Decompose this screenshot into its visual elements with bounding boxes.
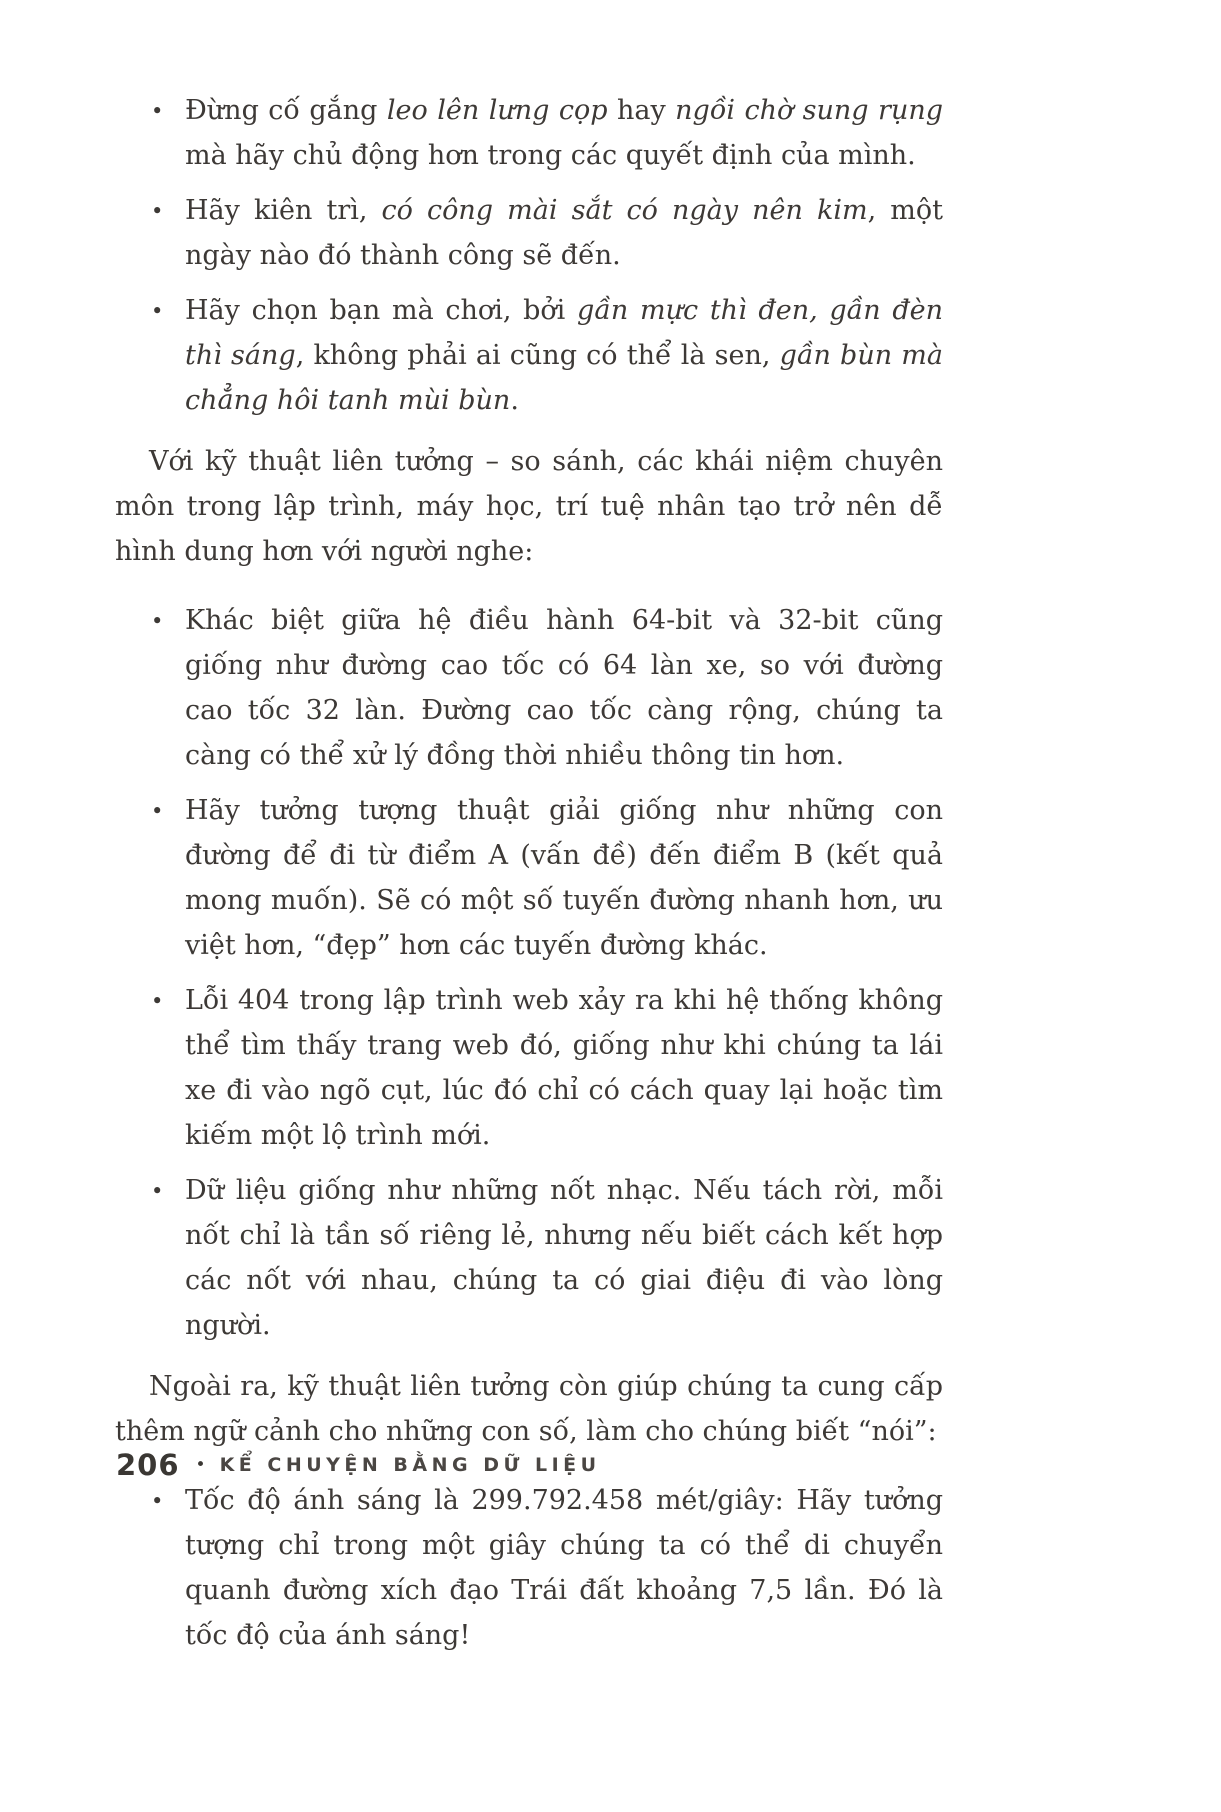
bullet-marker-icon: •: [151, 1489, 164, 1513]
text-segment: Hãy chọn bạn mà chơi, bởi: [185, 295, 578, 326]
italic-phrase: ngồi chờ sung rụng: [675, 95, 944, 126]
footer-separator-dot-icon: •: [195, 1455, 206, 1475]
text-segment: .: [510, 385, 519, 416]
bullet-item: [115, 1168, 943, 1348]
bullet-item: [115, 598, 943, 778]
text-segment: , một ngày nào đó thành công sẽ đến.: [185, 195, 944, 271]
bullet-marker-icon: •: [151, 799, 164, 823]
text-segment: mà hãy chủ động hơn trong các quyết định của mình.: [185, 140, 916, 171]
paragraph: [115, 439, 943, 574]
bullet-item: [115, 1478, 943, 1658]
bullet-item: [115, 978, 943, 1158]
text-segment: Khác biệt giữa hệ điều hành 64-bit và 32-bit cũng giống như đường cao tốc có 64 làn xe, so với đường cao tốc 32 làn. Đường cao tốc càng rộng, chúng ta càng có thể xử lý đồng thời nhiều thông tin hơn.: [185, 605, 943, 771]
bullet-marker-icon: •: [151, 99, 164, 123]
text-segment: Với kỹ thuật liên tưởng – so sánh, các khái niệm chuyên môn trong lập trình, máy học, trí tuệ nhân tạo trở nên dễ hình dung hơn với người nghe:: [115, 446, 943, 567]
bullet-item: [115, 88, 943, 178]
page-footer: [116, 1448, 601, 1482]
bullet-marker-icon: •: [151, 1179, 164, 1203]
page-number: 206: [116, 1448, 180, 1482]
text-segment: Hãy tưởng tượng thuật giải giống như những con đường để đi từ điểm A (vấn đề) đến điểm B (kết quả mong muốn). Sẽ có một số tuyến đường nhanh hơn, ưu việt hơn, “đẹp” hơn các tuyến đường khác.: [185, 795, 943, 961]
bullet-item: [115, 188, 943, 278]
bullet-marker-icon: •: [151, 989, 164, 1013]
italic-phrase: gần bùn mà chẳng hôi tanh mùi bùn: [185, 340, 943, 416]
italic-phrase: gần mực thì đen, gần đèn thì sáng: [185, 295, 943, 371]
bullet-marker-icon: •: [151, 609, 164, 633]
text-segment: Lỗi 404 trong lập trình web xảy ra khi hệ thống không thể tìm thấy trang web đó, giống như khi chúng ta lái xe đi vào ngõ cụt, lúc đó chỉ có cách quay lại hoặc tìm kiếm một lộ trình mới.: [185, 985, 943, 1151]
italic-phrase: leo lên lưng cọp: [386, 95, 608, 126]
text-segment: Đừng cố gắng: [185, 95, 387, 126]
italic-phrase: có công mài sắt có ngày nên kim: [381, 195, 868, 226]
bullet-item: [115, 288, 943, 423]
text-segment: Ngoài ra, kỹ thuật liên tưởng còn giúp chúng ta cung cấp thêm ngữ cảnh cho những con số, làm cho chúng biết “nói”:: [115, 1371, 943, 1447]
page-content: [115, 88, 943, 1668]
text-segment: Tốc độ ánh sáng là 299.792.458 mét/giây: Hãy tưởng tượng chỉ trong một giây chúng ta có thể di chuyển quanh đường xích đạo Trái đất khoảng 7,5 lần. Đó là tốc độ của ánh sáng!: [185, 1485, 943, 1651]
text-segment: Dữ liệu giống như những nốt nhạc. Nếu tách rời, mỗi nốt chỉ là tần số riêng lẻ, nhưng nếu biết cách kết hợp các nốt với nhau, chúng ta có giai điệu đi vào lòng người.: [185, 1175, 943, 1341]
bullet-marker-icon: •: [151, 199, 164, 223]
text-segment: Hãy kiên trì,: [185, 195, 382, 226]
bullet-item: [115, 788, 943, 968]
text-segment: hay: [607, 95, 676, 126]
paragraph: [115, 1364, 943, 1454]
footer-book-title: KỂ CHUYỆN BẰNG DỮ LIỆU: [219, 1454, 601, 1476]
bullet-marker-icon: •: [151, 299, 164, 323]
text-segment: , không phải ai cũng có thể là sen,: [295, 340, 780, 371]
